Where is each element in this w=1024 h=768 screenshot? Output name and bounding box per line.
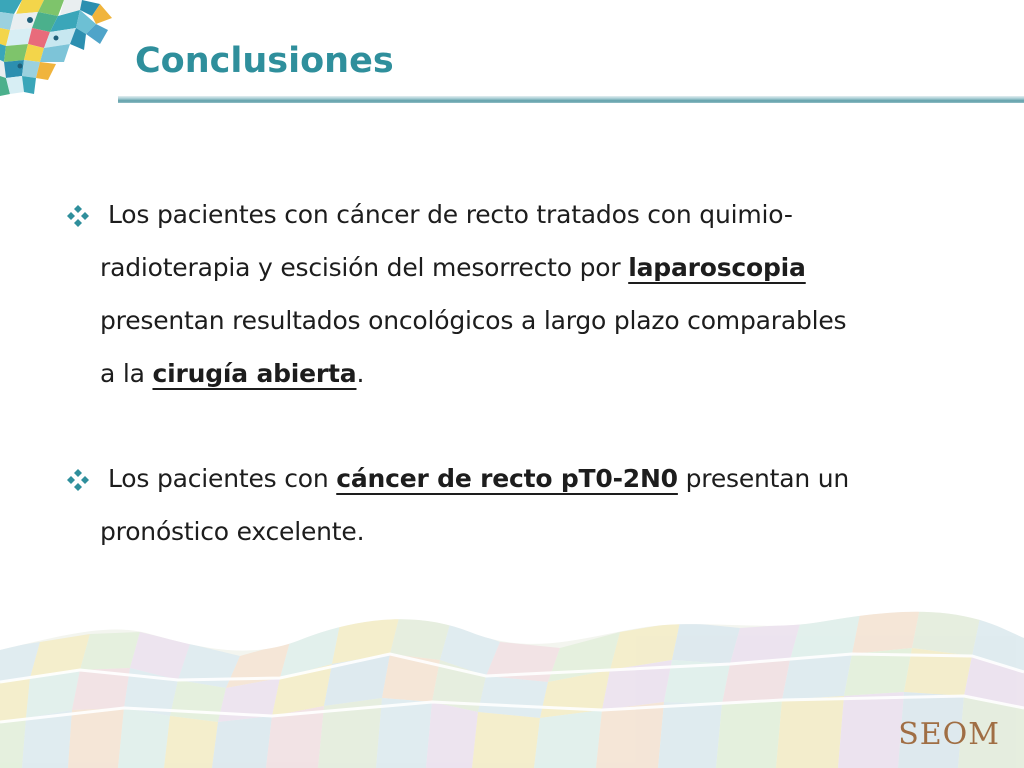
- bullet-text: Los pacientes con: [108, 464, 337, 493]
- bullet-text: presentan resultados oncológicos a largo plazo comparables: [100, 306, 847, 335]
- emphasis-cancer-recto-stage: cáncer de recto pT0-2N0: [336, 464, 678, 493]
- diamond-four-dots-icon: [66, 468, 90, 492]
- seom-brand-logo: SEOM: [898, 717, 1000, 752]
- mosaic-background-band: [0, 598, 1024, 768]
- bullet-line: [100, 294, 966, 347]
- mosaic-logo: [0, 0, 118, 96]
- bullet-text: pronóstico excelente.: [100, 517, 365, 546]
- bullet-text: a la: [100, 359, 153, 388]
- bullet-text: presentan un: [677, 464, 850, 493]
- slide-title: Conclusiones: [135, 41, 394, 81]
- emphasis-laparoscopia: laparoscopia: [628, 253, 806, 282]
- title-divider: [118, 96, 1024, 103]
- bullet-line: [100, 347, 966, 400]
- bullet-line: [100, 188, 966, 241]
- diamond-four-dots-icon: [66, 204, 90, 228]
- bullet-text: radioterapia y escisión del mesorrecto por: [100, 253, 629, 282]
- bullet-item: [66, 188, 966, 400]
- bullet-text: .: [356, 359, 365, 388]
- emphasis-cirugia-abierta: cirugía abierta: [152, 359, 357, 388]
- bullet-item: [66, 452, 966, 558]
- bullet-line: [100, 505, 966, 558]
- bullet-list: [66, 188, 966, 558]
- bullet-text: Los pacientes con cáncer de recto tratados con quimio-: [108, 200, 793, 229]
- bullet-line: [100, 241, 966, 294]
- bullet-line: [100, 452, 966, 505]
